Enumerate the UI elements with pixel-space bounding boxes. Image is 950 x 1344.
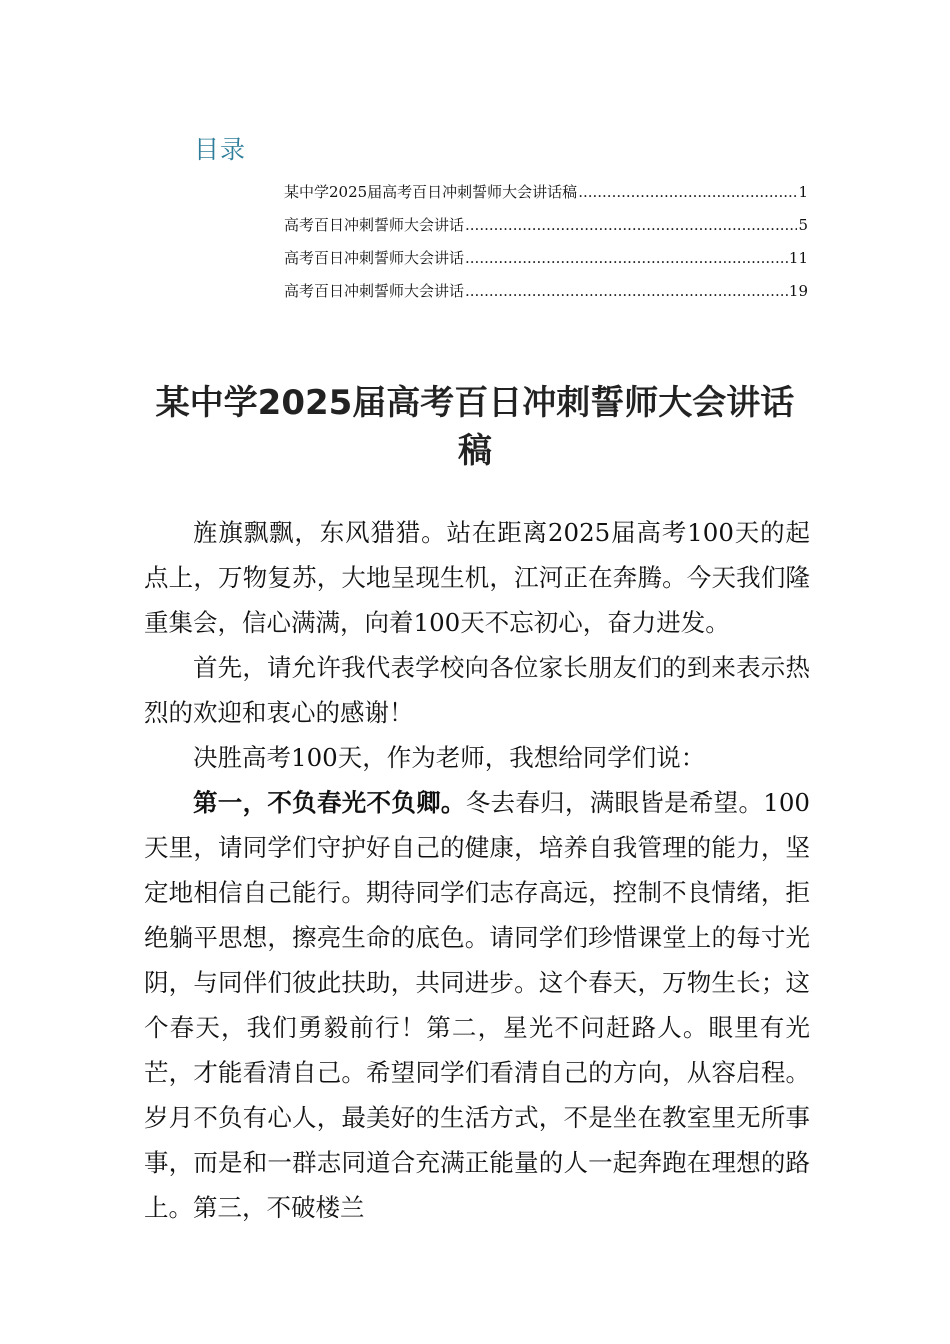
toc-entry-title: 高考百日冲刺誓师大会讲话 <box>284 216 465 234</box>
document-body <box>144 510 810 1230</box>
toc-entry-page: 1 <box>798 183 808 201</box>
toc-entry[interactable] <box>284 275 808 308</box>
toc-leader-dots <box>465 275 788 308</box>
toc-leader-dots <box>578 176 797 209</box>
body-paragraph: 首先，请允许我代表学校向各位家长朋友们的到来表示热烈的欢迎和衷心的感谢！ <box>144 653 810 727</box>
point-one-text: 冬去春归，满眼皆是希望。100天里，请同学们守护好自己的健康，培养自我管理的能力，坚定地相信自己能行。期待同学们志存高远，控制不良情绪，拒绝躺平思想，擦亮生命的底色。请同学们珍惜课堂上的每寸光阴，与同伴们彼此扶助，共同进步。这个春天，万物生长；这个春天，我们勇毅前行！第二，星光不问赶路人。眼里有光芒，才能看清自己。希望同学们看清自己的方向，从容启程。岁月不负有心人，最美好的生活方式，不是坐在教室里无所事事，而是和一群志同道合充满正能量的人一起奔跑在理想的路上。第三，不破楼兰 <box>144 788 811 1222</box>
body-paragraph: 决胜高考100天，作为老师，我想给同学们说： <box>193 743 706 772</box>
toc-entry[interactable] <box>284 209 808 242</box>
point-one-lead: 第一，不负春光不负卿。 <box>193 788 466 817</box>
toc-heading: 目录 <box>194 135 247 164</box>
toc-entry-title: 高考百日冲刺誓师大会讲话 <box>284 249 465 267</box>
document-title: 某中学2025届高考百日冲刺誓师大会讲话稿 <box>155 382 795 471</box>
toc-leader-dots <box>465 209 797 242</box>
toc-entry-page: 19 <box>788 282 808 300</box>
body-paragraph: 旌旗飘飘，东风猎猎。站在距离2025届高考100天的起点上，万物复苏，大地呈现生机，江河正在奔腾。今天我们隆重集会，信心满满，向着100天不忘初心，奋力进发。 <box>144 518 810 637</box>
toc-entry[interactable] <box>284 242 808 275</box>
body-paragraph <box>144 780 810 1230</box>
toc-entry-page: 11 <box>788 249 808 267</box>
table-of-contents <box>284 176 808 308</box>
toc-leader-dots <box>465 242 788 275</box>
toc-entry[interactable] <box>284 176 808 209</box>
toc-entry-title: 高考百日冲刺誓师大会讲话 <box>284 282 465 300</box>
toc-entry-page: 5 <box>798 216 808 234</box>
toc-entry-title: 某中学2025届高考百日冲刺誓师大会讲话稿 <box>284 183 578 201</box>
